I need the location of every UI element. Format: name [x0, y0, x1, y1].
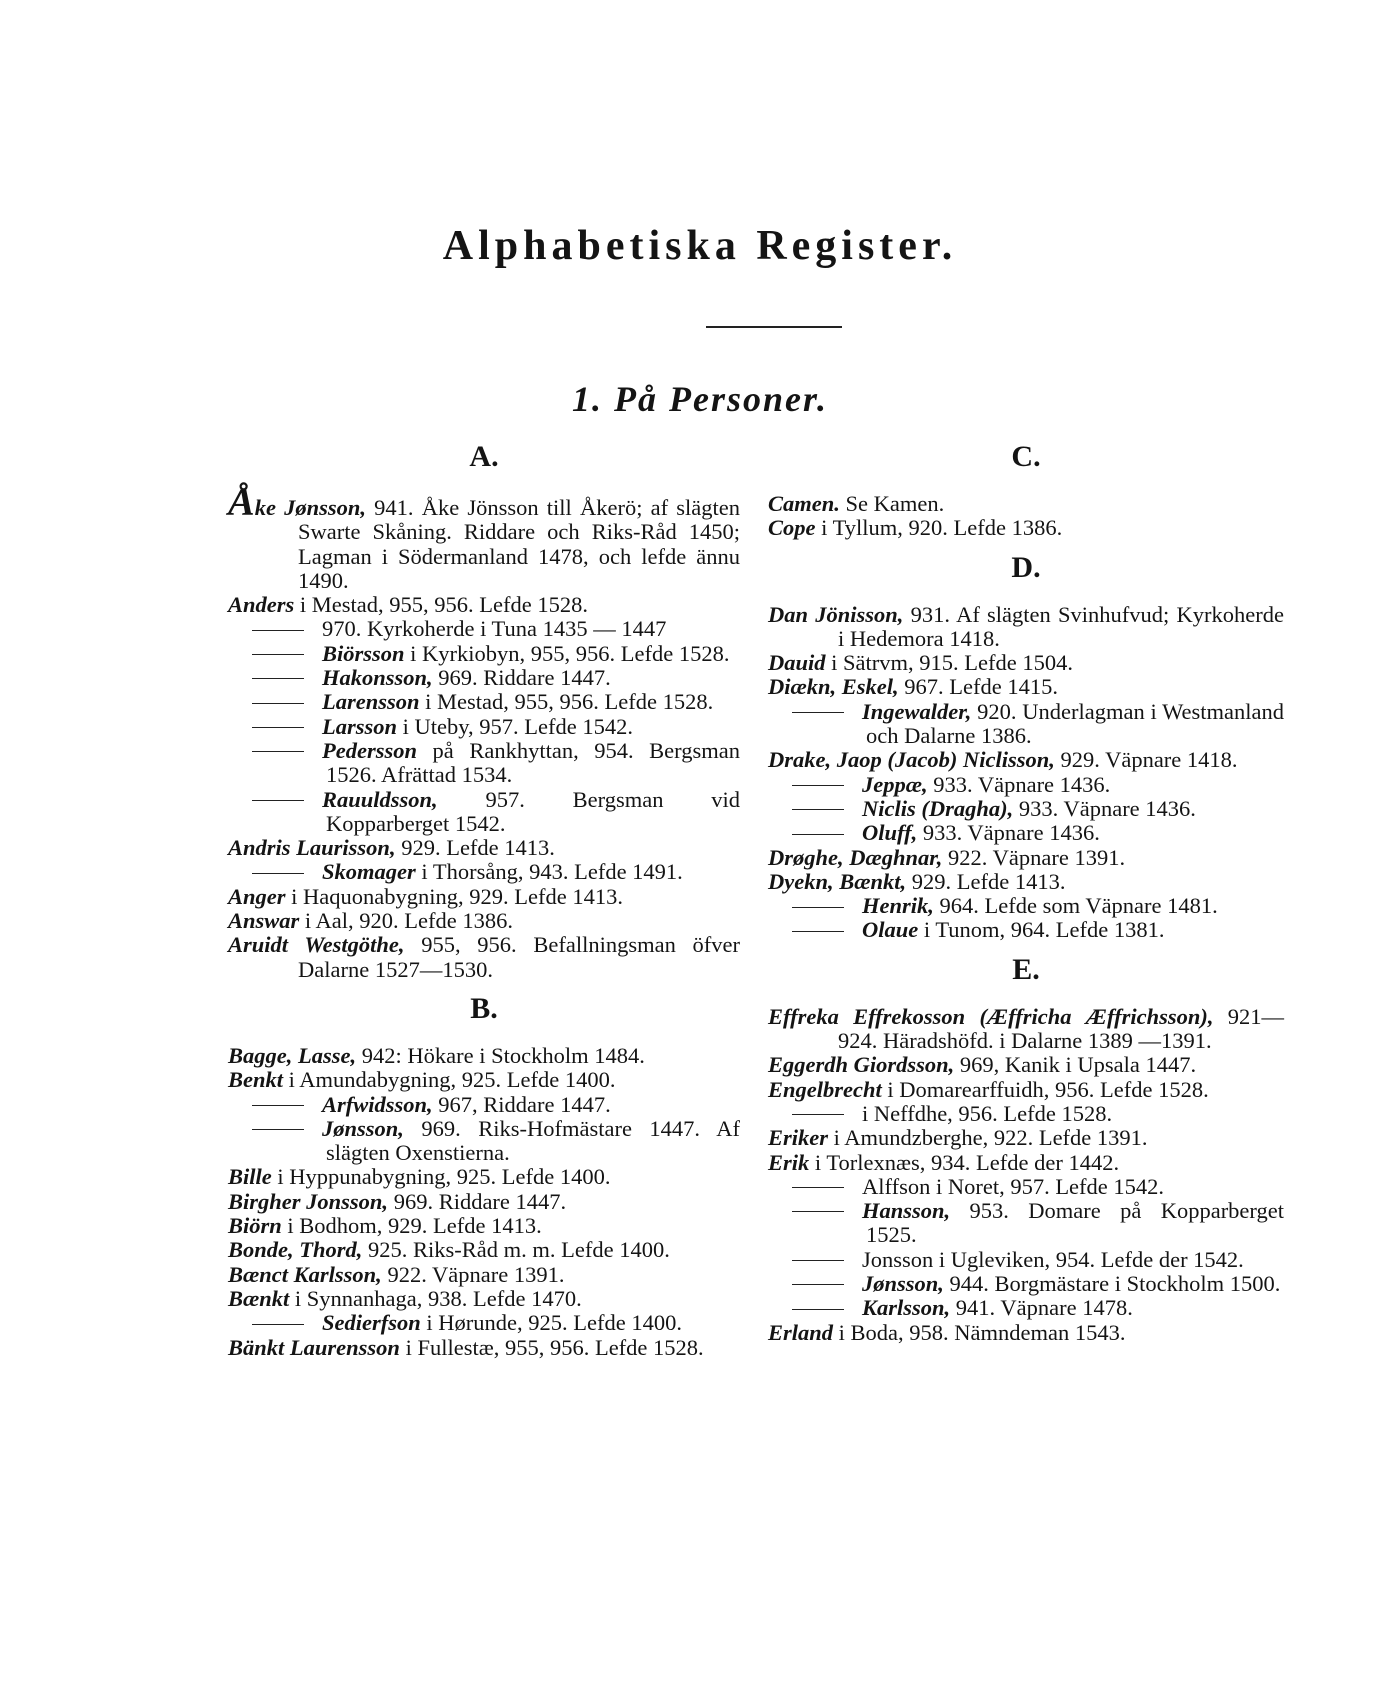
- entry-name: Benkt: [228, 1067, 284, 1093]
- register-entry: [228, 909, 740, 933]
- ditto-dash: [792, 712, 844, 713]
- register-entry: [228, 1336, 740, 1360]
- entry-text: 941. Åke Jönsson till Åkerö; af slägten Swarte Skåning. Riddare och Riks-Råd 1450; Lagman i Södermanland 1478, och lefde ännu 1490.: [298, 495, 741, 593]
- ditto-dash: [252, 630, 304, 631]
- letter-heading: C.: [1011, 440, 1041, 473]
- register-subentry: [228, 1311, 740, 1335]
- register-entry: [768, 651, 1284, 675]
- entry-text: 929. Lefde 1413.: [906, 868, 1066, 894]
- register-subentry: [768, 797, 1284, 821]
- ditto-dash: [792, 809, 844, 810]
- register-subentry: [228, 617, 740, 641]
- register-subentry: [228, 666, 740, 690]
- register-entry: [228, 1214, 740, 1238]
- register-entry: [768, 603, 1284, 652]
- entry-text: i Boda, 958. Nämndeman 1543.: [833, 1319, 1126, 1345]
- entry-text: 957. Bergsman vid Kopparberget 1542.: [326, 786, 740, 836]
- entry-name: Biörsson: [322, 640, 405, 666]
- entry-text: i Haquonabygning, 929. Lefde 1413.: [285, 883, 623, 909]
- register-entry: [768, 1321, 1284, 1345]
- register-entry: [228, 479, 741, 593]
- letter-heading: A.: [469, 440, 499, 473]
- entry-name: Rauuldsson,: [322, 786, 438, 812]
- entry-name: Drøghe, Dæghnar,: [768, 844, 943, 870]
- register-subentry: [228, 642, 740, 666]
- ditto-dash: [252, 654, 304, 655]
- entry-name: Bagge, Lasse,: [228, 1042, 357, 1068]
- register-entry: [768, 1005, 1284, 1054]
- entry-text: i Kyrkiobyn, 955, 956. Lefde 1528.: [404, 640, 730, 666]
- ditto-dash: [792, 1309, 844, 1310]
- entry-text: 921—924. Häradshöfd. i Dalarne 1389 —1391.: [838, 1003, 1285, 1054]
- register-entry: [768, 1151, 1284, 1175]
- ditto-dash: [792, 785, 844, 786]
- entry-text: 953. Domare på Kopparberget 1525.: [866, 1198, 1284, 1248]
- register-subentry: [228, 788, 740, 837]
- entry-text: 933. Väpnare 1436.: [917, 820, 1100, 846]
- entry-name: Diækn, Eskel,: [768, 674, 899, 700]
- entry-name: Anders: [228, 592, 295, 618]
- entry-name: Eriker: [768, 1125, 829, 1151]
- ditto-dash: [792, 1187, 844, 1188]
- ditto-dash: [252, 1324, 304, 1325]
- entry-name: Bænct Karlsson,: [228, 1261, 382, 1287]
- register-entry: [768, 516, 1284, 540]
- register-subentry: [768, 1248, 1284, 1272]
- entry-name: Jønsson,: [322, 1115, 404, 1141]
- register-entry: [768, 675, 1284, 699]
- register-entry: [228, 1165, 740, 1189]
- entry-initial: Å: [228, 479, 255, 524]
- entry-name: Skomager: [322, 859, 416, 885]
- register-subentry: [228, 739, 740, 788]
- entry-text: i Fullestæ, 955, 956. Lefde 1528.: [399, 1334, 704, 1360]
- entry-name: Cope: [768, 515, 816, 541]
- register-subentry: [768, 700, 1284, 749]
- entry-name: Bänkt Laurensson: [228, 1334, 400, 1360]
- entry-name: Larensson: [322, 689, 420, 715]
- register-subentry: [768, 773, 1284, 797]
- entry-text: 969. Riddare 1447.: [432, 665, 611, 691]
- ditto-dash: [252, 1129, 304, 1130]
- entry-name: Jønsson,: [862, 1271, 944, 1297]
- register-entry: [768, 846, 1284, 870]
- register-subentry: [228, 690, 740, 714]
- entry-name: Anger: [228, 883, 286, 909]
- entry-text: 929. Väpnare 1418.: [1054, 747, 1238, 773]
- entry-text: 922. Väpnare 1391.: [942, 844, 1126, 870]
- ditto-dash: [252, 727, 304, 728]
- entry-text: i Hørunde, 925. Lefde 1400.: [420, 1310, 682, 1336]
- entry-name: Pedersson: [322, 737, 417, 763]
- entry-name: Olaue: [862, 917, 919, 943]
- entry-name: Oluff,: [862, 820, 918, 846]
- ditto-dash: [252, 678, 304, 679]
- register-entry: [768, 492, 1284, 516]
- register-subentry: [768, 1175, 1284, 1199]
- entry-name: Dauid: [768, 650, 826, 676]
- entry-text: i Tunom, 964. Lefde 1381.: [918, 917, 1165, 943]
- entry-text: i Neffdhe, 956. Lefde 1528.: [862, 1100, 1113, 1126]
- entry-name: Bille: [228, 1164, 272, 1190]
- entry-name: Jeppæ,: [862, 771, 928, 797]
- entry-name: Andris Laurisson,: [228, 835, 396, 861]
- register-subentry: [228, 1117, 740, 1166]
- ditto-dash: [252, 751, 304, 752]
- entry-text: i Thorsång, 943. Lefde 1491.: [415, 859, 683, 885]
- entry-text: 931. Af slägten Svinhufvud; Kyrkoherde i Hedemora 1418.: [838, 601, 1284, 651]
- letter-heading: E.: [1012, 952, 1040, 986]
- ditto-dash: [792, 1114, 844, 1115]
- entry-text: 969, Kanik i Upsala 1447.: [954, 1052, 1197, 1078]
- entry-text: i Mestad, 955, 956. Lefde 1528.: [419, 689, 714, 715]
- register-entry: [228, 593, 740, 617]
- register-subentry: [768, 1296, 1284, 1320]
- register-subentry: [228, 1093, 740, 1117]
- entry-name: Bonde, Thord,: [228, 1237, 363, 1263]
- register-subentry: [768, 1102, 1284, 1126]
- register-entry: [228, 1044, 740, 1068]
- register-entry: [228, 1238, 740, 1262]
- entry-name: Answar: [228, 908, 300, 934]
- register-entry: [228, 1068, 740, 1092]
- register-subentry: [768, 918, 1284, 942]
- entry-text: i Aal, 920. Lefde 1386.: [299, 908, 514, 934]
- entry-text: i Bodhom, 929. Lefde 1413.: [281, 1213, 542, 1239]
- entry-text: på Rankhyttan, 954. Bergsman 1526. Afrättad 1534.: [326, 737, 740, 788]
- entry-text: i Sätrvm, 915. Lefde 1504.: [825, 650, 1073, 676]
- entry-text: 942: Hökare i Stockholm 1484.: [356, 1042, 645, 1068]
- register-entry: [768, 1078, 1284, 1102]
- entry-name: Erland: [768, 1319, 834, 1345]
- title-rule: [706, 326, 842, 328]
- entry-text: 970. Kyrkoherde i Tuna 1435 — 1447: [322, 616, 667, 642]
- register-subentry: [768, 1272, 1284, 1296]
- entry-name: Arfwidsson,: [322, 1091, 433, 1117]
- entry-name: Niclis (Dragha),: [862, 795, 1014, 821]
- ditto-dash: [252, 1105, 304, 1106]
- entry-name: Hansson,: [862, 1198, 951, 1224]
- letter-heading: B.: [470, 991, 498, 1025]
- entry-name: Karlsson,: [862, 1295, 951, 1321]
- entry-name: Eggerdh Giordsson,: [768, 1052, 955, 1078]
- entry-name: ke Jønsson,: [254, 495, 367, 520]
- entry-name: Effreka Effrekosson (Æffricha Æffrichsson),: [768, 1003, 1214, 1029]
- entry-name: Biörn: [228, 1213, 282, 1239]
- entry-name: Birgher Jonsson,: [228, 1188, 389, 1214]
- entry-text: Alffson i Noret, 957. Lefde 1542.: [862, 1173, 1165, 1199]
- entry-text: 969. Riks-Hofmästare 1447. Af slägten Oxenstierna.: [326, 1115, 740, 1166]
- register-entry: [768, 1053, 1284, 1077]
- register-entry: [228, 885, 740, 909]
- register-subentry: [768, 821, 1284, 845]
- entry-name: Hakonsson,: [322, 665, 433, 691]
- ditto-dash: [792, 834, 844, 835]
- ditto-dash: [792, 931, 844, 932]
- entry-text: 969. Riddare 1447.: [388, 1188, 567, 1214]
- entry-text: 964. Lefde som Väpnare 1481.: [933, 893, 1218, 919]
- entry-name: Engelbrecht: [768, 1076, 882, 1102]
- entry-name: Bænkt: [228, 1285, 290, 1311]
- entry-text: 944. Borgmästare i Stockholm 1500.: [943, 1271, 1281, 1297]
- entry-text: i Synnanhaga, 938. Lefde 1470.: [289, 1285, 582, 1311]
- entry-name: Dan Jönisson,: [768, 601, 904, 627]
- register-subentry: [228, 715, 740, 739]
- entry-text: 933. Väpnare 1436.: [927, 771, 1111, 797]
- register-entry: [228, 1190, 740, 1214]
- entry-text: i Torlexnæs, 934. Lefde der 1442.: [809, 1149, 1120, 1175]
- register-subentry: [768, 1199, 1284, 1248]
- page-title: Alphabetiska Register.: [442, 223, 958, 269]
- ditto-dash: [792, 1284, 844, 1285]
- entry-text: Jonsson i Ugleviken, 954. Lefde der 1542.: [862, 1246, 1244, 1272]
- ditto-dash: [252, 703, 304, 704]
- register-column-right: [768, 440, 1284, 1345]
- entry-text: i Uteby, 957. Lefde 1542.: [397, 713, 634, 739]
- entry-name: Larsson: [322, 713, 398, 739]
- entry-name: Aruidt Westgöthe,: [228, 932, 405, 958]
- register-entry: [228, 1263, 740, 1287]
- entry-text: i Amundabygning, 925. Lefde 1400.: [283, 1067, 616, 1093]
- register-entry: [228, 836, 740, 860]
- entry-text: i Hyppunabygning, 925. Lefde 1400.: [271, 1164, 611, 1190]
- entry-name: Dyekn, Bænkt,: [768, 868, 907, 894]
- register-subentry: [768, 894, 1284, 918]
- entry-text: 941. Väpnare 1478.: [950, 1295, 1133, 1321]
- entry-name: Sedierfson: [322, 1310, 421, 1336]
- section-heading: 1. På Personer.: [571, 379, 828, 419]
- entry-text: i Mestad, 955, 956. Lefde 1528.: [294, 592, 588, 618]
- entry-text: i Domarearffuidh, 956. Lefde 1528.: [881, 1076, 1209, 1102]
- ditto-dash: [252, 873, 304, 874]
- register-entry: [768, 1126, 1284, 1150]
- register-subentry: [228, 860, 740, 884]
- entry-name: Erik: [768, 1149, 810, 1175]
- entry-name: Henrik,: [862, 893, 934, 919]
- entry-text: 955, 956. Befallningsman öfver Dalarne 1527—1530.: [298, 932, 740, 982]
- letter-heading: D.: [1011, 550, 1041, 584]
- entry-text: 925. Riks-Råd m. m. Lefde 1400.: [362, 1237, 670, 1263]
- entry-text: i Tyllum, 920. Lefde 1386.: [815, 515, 1063, 541]
- entry-text: 922. Väpnare 1391.: [381, 1261, 565, 1287]
- register-entry: [228, 1287, 740, 1311]
- entry-text: 967, Riddare 1447.: [432, 1091, 611, 1117]
- register-column-left: [228, 440, 740, 1360]
- entry-text: Se Kamen.: [839, 491, 945, 516]
- entry-text: i Amundzberghe, 922. Lefde 1391.: [828, 1125, 1148, 1151]
- entry-text: 967. Lefde 1415.: [898, 674, 1058, 700]
- entry-name: Drake, Jaop (Jacob) Niclisson,: [768, 747, 1055, 773]
- entry-text: 933. Väpnare 1436.: [1013, 795, 1196, 821]
- entry-text: 929. Lefde 1413.: [395, 835, 555, 861]
- register-entry: [768, 748, 1284, 772]
- entry-name: Ingewalder,: [862, 698, 972, 724]
- ditto-dash: [792, 1260, 844, 1261]
- register-entry: [228, 933, 740, 982]
- ditto-dash: [252, 800, 304, 801]
- ditto-dash: [792, 907, 844, 908]
- entry-name: Camen.: [768, 491, 840, 516]
- register-entry: [768, 870, 1284, 894]
- ditto-dash: [792, 1211, 844, 1212]
- entry-text: 920. Underlagman i Westmanland och Dalarne 1386.: [866, 698, 1284, 749]
